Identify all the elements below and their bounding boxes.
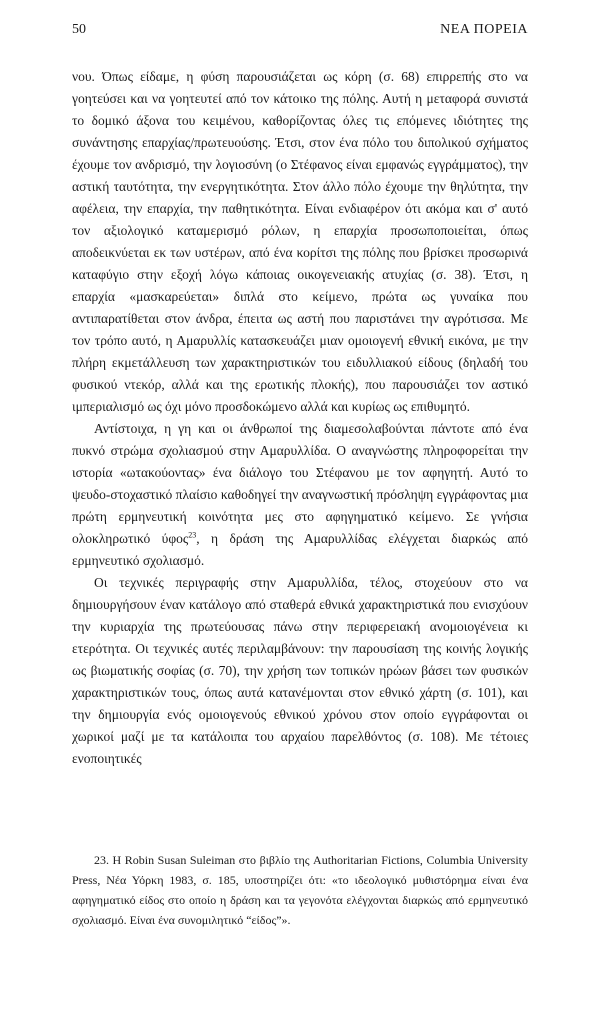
paragraph-2 <box>72 418 528 572</box>
footnote-ref-23: 23 <box>188 530 197 540</box>
paragraph-3: Οι τεχνικές περιγραφής στην Αμαρυλλίδα, τέλος, στοχεύουν στο να δημιουργήσουν έναν κατάλογο από σταθερά εθνικά χαρακτηριστικά που ενισχύουν την κυριαρχία της πρωτεύουσας πάνω στην περιφερειακή ανομοιογένεια κι ετερότητα. Οι τεχνικές αυτές περιλαμβάνουν: την παρουσίαση της κοινής λογικής ως βιωματικής σοφίας (σ. 70), την χρήση των τοπικών ηρώων βάσει των φυσικών χαρακτηριστικών τους, όπως αυτά κατανέμονται στον εθνικό χάρτη (σ. 101), και την δημιουργία ενός ομοιογενούς εθνικού χρόνου στον οποίο εγγράφονται οι χωρικοί μαζί με τα κατάλοιπα του αρχαίου παρελθόντος (σ. 108). Με τέτοιες ενοποιητικές <box>72 575 528 766</box>
paragraph-2-tail: , η δράση της Αμαρυλλίδας ελέγχεται διαρκώς από ερμηνευτικό σχολιασμό. <box>72 531 529 568</box>
running-title: ΝΕΑ ΠΟΡΕΙΑ <box>440 22 528 37</box>
paragraph-1: νου. Όπως είδαμε, η φύση παρουσιάζεται ως κόρη (σ. 68) επιρρεπής στο να γοητεύσει και να γοητευτεί από τον κάτοικο της πόλης. Αυτή η μεταφορά συνιστά το δομικό άξονα του κειμένου, καθορίζοντας όλες τις επόμενες ιδιότητες της συνάντησης επαρχίας/πρωτευούσης. Έτσι, στον ένα πόλο του διπολικού σχήματος έχουμε τον ανδρισμό, την λογιοσύνη (ο Στέφανος είναι εμφανώς εγγράμματος), την αστική ταυτότητα, την ενεργητικότητα. Στον άλλο πόλο έχουμε την θηλύτητα, την αφέλεια, την επαρχία, την παθητικότητα. Είναι ενδιαφέρον ότι ακόμα και σ' αυτό τον αξιολογικό καταμερισμό ρόλων, η επαρχία προσωποποιείται, όπως αποδεικνύεται εκ των υστέρων, από ένα κορίτσι της πόλης που βρίσκει προσωρινά καταφύγιο στην εξοχή λόγω κάποιας οικογενειακής ατυχίας (σ. 38). Έτσι, η επαρχία «μασκαρεύεται» διπλά στο κείμενο, πρώτα ως γυναίκα που αντιπαρατίθεται στον άνδρα, έπειτα ως αστή που παριστάνει την αγρότισσα. Με τον τρόπο αυτό, η Αμαρυλλίς κατασκευάζει μιαν ομοιογενή εθνική εικόνα, με την πλήρη εκμετάλλευση των χαρακτηριστικών του ειδυλλιακού είδους (δηλαδή του φυσικού ντεκόρ, αλλά και της ερωτικής πλοκής), που παρουσιάζει τον αστικό ιμπεριαλισμό ως όχι μόνο προσδοκώμενο αλλά και κυρίως ως επιθυμητό. <box>72 69 528 414</box>
main-text <box>72 66 528 770</box>
page-number: 50 <box>72 22 86 37</box>
paragraph-2-text: Αντίστοιχα, η γη και οι άνθρωποί της διαμεσολαβούνται πάντοτε από ένα πυκνό στρώμα σχολιασμού στην Αμαρυλλίδα. Ο αναγνώστης πληροφορείται την ιστορία «ωτακούοντας» ένα διάλογο του Στέφανου με τον αφηγητή. Αυτό το ψευδο-στοχαστικό πλαίσιο καθοδηγεί την αναγνωστική πρόσληψη εγγράφοντας μια πρώτη ερμηνευτική κοινότητα μες στο αφηγηματικό κείμενο. Σε γνήσια ολοκληρωτικό ύφος <box>72 421 528 546</box>
running-header <box>72 22 528 42</box>
footnote-23: 23. Η Robin Susan Suleiman στο βιβλίο της Authoritarian Fictions, Columbia University Press, Νέα Υόρκη 1983, σ. 185, υποστηρίζει ότι: «το ιδεολογικό μυθιστόρημα είναι ένα αφηγηματικό είδος στο οποίο η δράση και τα γεγονότα ελέγχονται διαρκώς από ερμηνευτικό σχολιασμό. Είναι ένα συνομιλητικό “είδος”». <box>72 853 528 927</box>
